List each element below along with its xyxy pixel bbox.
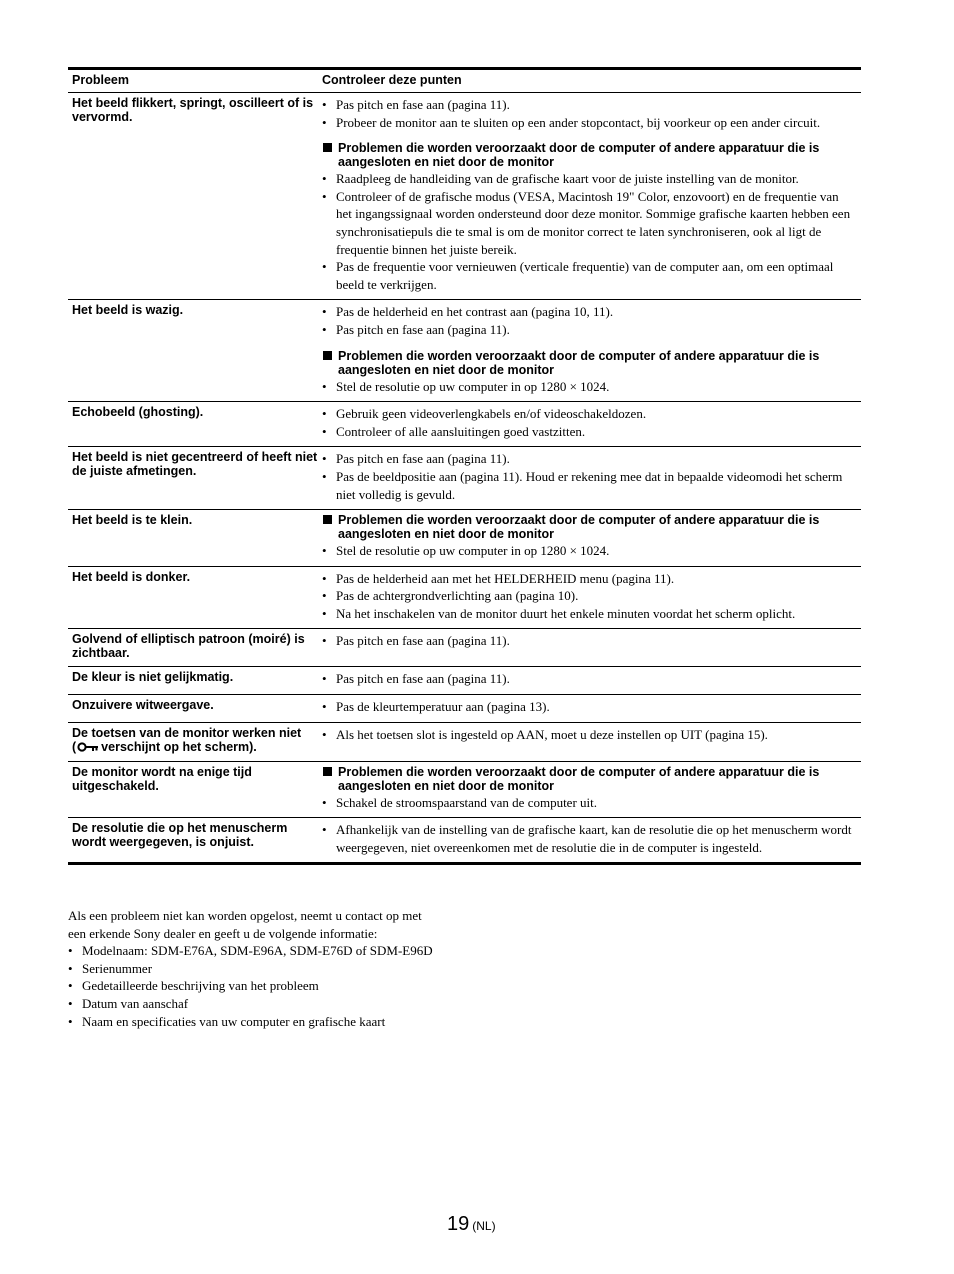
bullet-list xyxy=(322,632,857,650)
square-bullet-icon xyxy=(323,143,332,152)
check-section xyxy=(322,141,857,293)
bullet-list xyxy=(322,378,857,396)
square-bullet-icon xyxy=(323,351,332,360)
bullet-list xyxy=(322,170,857,293)
list-item: • Schakel de stroomspaarstand van de computer uit. xyxy=(322,794,857,812)
list-item: • Afhankelijk van de instelling van de grafische kaart, kan de resolutie die op het menuscherm wordt weergegeven, niet overeenkomen met de resolutie die in de computer is ingesteld. xyxy=(322,821,857,856)
bullet-list xyxy=(322,698,857,716)
table-row xyxy=(68,762,861,819)
bullet-list xyxy=(322,670,857,688)
problem-cell xyxy=(68,762,318,818)
check-section xyxy=(322,765,857,812)
section-heading xyxy=(322,513,857,541)
problem-text: De resolutie die op het menuscherm wordt weergegeven, is onjuist. xyxy=(72,821,288,850)
bullet-list xyxy=(322,570,857,623)
list-item: • Pas de frequentie voor vernieuwen (verticale frequentie) van de computer aan, om een optimaal beeld te verkrijgen. xyxy=(322,258,857,293)
list-item: • Controleer of alle aansluitingen goed vastzitten. xyxy=(322,423,857,441)
page-number xyxy=(447,1212,496,1238)
list-item: • Naam en specificaties van uw computer en grafische kaart xyxy=(68,1013,443,1031)
check-section xyxy=(322,670,857,688)
problem-text: Het beeld is donker. xyxy=(72,569,191,584)
bullet-list xyxy=(322,450,857,503)
section-heading-text: Problemen die worden veroorzaakt door de computer of andere apparatuur die is aangesloten en niet door de monitor xyxy=(338,141,820,170)
problem-text: Het beeld is te klein. xyxy=(72,513,193,528)
table-row xyxy=(68,510,861,567)
check-section xyxy=(322,96,857,131)
list-item: • Modelnaam: SDM-E76A, SDM-E96A, SDM-E76D of SDM-E96D xyxy=(68,942,443,960)
list-item: • Stel de resolutie op uw computer in op 1280 × 1024. xyxy=(322,378,857,396)
check-points-cell xyxy=(318,629,861,666)
paren-open: ( xyxy=(72,739,77,754)
list-item: • Pas de kleurtemperatuur aan (pagina 13). xyxy=(322,698,857,716)
check-section xyxy=(322,698,857,716)
table-row xyxy=(68,300,861,402)
problem-text: De kleur is niet gelijkmatig. xyxy=(72,670,234,685)
table-row xyxy=(68,818,861,862)
bullet-list xyxy=(322,726,857,744)
problem-cell xyxy=(68,667,318,694)
problem-cell xyxy=(68,567,318,629)
table-row xyxy=(68,667,861,695)
bullet-list xyxy=(322,96,857,131)
check-section xyxy=(322,726,857,744)
list-item: • Gedetailleerde beschrijving van het probleem xyxy=(68,977,443,995)
check-points-cell xyxy=(318,447,861,509)
check-section xyxy=(322,405,857,440)
table-row xyxy=(68,567,861,630)
list-item: • Pas pitch en fase aan (pagina 11). xyxy=(322,632,857,650)
problem-text: De toetsen van de monitor werken niet xyxy=(72,725,302,740)
table-body xyxy=(68,93,861,862)
problem-cell xyxy=(68,93,318,299)
check-section xyxy=(322,513,857,560)
header-check-points: Controleer deze punten xyxy=(322,73,462,87)
list-item: • Pas de achtergrondverlichting aan (pagina 10). xyxy=(322,587,857,605)
table-row xyxy=(68,695,861,723)
list-item: • Pas de helderheid en het contrast aan (pagina 10, 11). xyxy=(322,303,857,321)
bullet-list xyxy=(322,405,857,440)
list-item: • Pas de helderheid aan met het HELDERHEID menu (pagina 11). xyxy=(322,570,857,588)
check-points-cell xyxy=(318,762,861,818)
page-number-value: 19 xyxy=(447,1213,470,1235)
problem-text: Het beeld flikkert, springt, oscilleert of is vervormd. xyxy=(72,96,314,124)
bullet-list xyxy=(322,303,857,338)
table-row xyxy=(68,723,861,762)
list-item: • Pas pitch en fase aan (pagina 11). xyxy=(322,96,857,114)
bullet-list xyxy=(322,821,857,856)
list-item: • Pas pitch en fase aan (pagina 11). xyxy=(322,670,857,688)
table-row xyxy=(68,93,861,300)
troubleshooting-table xyxy=(68,67,861,865)
problem-cell xyxy=(68,629,318,666)
contact-info xyxy=(68,907,443,1030)
table-header-row xyxy=(68,70,861,93)
section-heading-text: Problemen die worden veroorzaakt door de computer of andere apparatuur die is aangesloten en niet door de monitor xyxy=(338,764,820,793)
section-heading xyxy=(322,141,857,169)
square-bullet-icon xyxy=(323,515,332,524)
list-item: • Controleer of de grafische modus (VESA, Macintosh 19" Color, enzovoort) en de frequentie van het ingangssignaal worden ondersteund door deze monitor. Sommige grafische kaarten hebben een synchronisatiepuls die te smal is om de monitor correct te laten synchroniseren, ook al ligt de frequentie binnen het juiste bereik. xyxy=(322,188,857,258)
list-item: • Serienummer xyxy=(68,960,443,978)
check-points-cell xyxy=(318,667,861,694)
page-number-suffix: (NL) xyxy=(472,1219,496,1233)
check-points-cell xyxy=(318,695,861,722)
problem-cell xyxy=(68,402,318,446)
table-row xyxy=(68,629,861,667)
problem-cell xyxy=(68,818,318,862)
list-item: • Pas pitch en fase aan (pagina 11). xyxy=(322,321,857,339)
list-item: • Pas pitch en fase aan (pagina 11). xyxy=(322,450,857,468)
check-points-cell xyxy=(318,402,861,446)
section-heading-text: Problemen die worden veroorzaakt door de computer of andere apparatuur die is aangesloten en niet door de monitor xyxy=(338,513,820,542)
contact-intro: Als een probleem niet kan worden opgelost, neemt u contact op met een erkende Sony dealer en geeft u de volgende informatie: xyxy=(68,908,422,941)
problem-cell xyxy=(68,447,318,509)
check-section xyxy=(322,303,857,338)
problem-text: Onzuivere witweergave. xyxy=(72,698,214,713)
bullet-list xyxy=(322,794,857,812)
check-section xyxy=(322,349,857,396)
section-heading-text: Problemen die worden veroorzaakt door de computer of andere apparatuur die is aangesloten en niet door de monitor xyxy=(338,348,820,377)
problem-suffix: verschijnt op het scherm). xyxy=(101,739,257,754)
check-points-cell xyxy=(318,93,861,299)
list-item: • Datum van aanschaf xyxy=(68,995,443,1013)
check-points-cell xyxy=(318,567,861,629)
check-points-cell xyxy=(318,510,861,566)
problem-cell xyxy=(68,510,318,566)
problem-text: De monitor wordt na enige tijd uitgeschakeld. xyxy=(72,764,252,793)
header-problem: Probleem xyxy=(72,73,129,87)
check-points-cell xyxy=(318,818,861,862)
bullet-list xyxy=(322,542,857,560)
table-row xyxy=(68,402,861,447)
key-icon xyxy=(77,741,99,755)
contact-info-list xyxy=(68,942,443,1030)
list-item: • Gebruik geen videoverlengkabels en/of videoschakeldozen. xyxy=(322,405,857,423)
problem-cell xyxy=(68,695,318,722)
problem-text: Het beeld is wazig. xyxy=(72,303,184,318)
list-item: • Als het toetsen slot is ingesteld op AAN, moet u deze instellen op UIT (pagina 15). xyxy=(322,726,857,744)
check-points-cell xyxy=(318,723,861,761)
section-heading xyxy=(322,765,857,793)
list-item: • Raadpleeg de handleiding van de grafische kaart voor de juiste instelling van de monitor. xyxy=(322,170,857,188)
check-points-cell xyxy=(318,300,861,401)
section-heading xyxy=(322,349,857,377)
square-bullet-icon xyxy=(323,767,332,776)
problem-text: Golvend of elliptisch patroon (moiré) is zichtbaar. xyxy=(72,632,305,661)
list-item: • Na het inschakelen van de monitor duurt het enkele minuten voordat het scherm oplicht. xyxy=(322,605,857,623)
check-section xyxy=(322,821,857,856)
problem-cell xyxy=(68,723,318,761)
list-item: • Pas de beeldpositie aan (pagina 11). Houd er rekening mee dat in bepaalde videomodi het scherm niet volledig is gevuld. xyxy=(322,468,857,503)
problem-cell xyxy=(68,300,318,401)
problem-text: Het beeld is niet gecentreerd of heeft niet de juiste afmetingen. xyxy=(72,450,318,479)
table-row xyxy=(68,447,861,510)
check-section xyxy=(322,570,857,623)
check-section xyxy=(322,450,857,503)
problem-text: Echobeeld (ghosting). xyxy=(72,405,204,420)
check-section xyxy=(322,632,857,650)
list-item: • Probeer de monitor aan te sluiten op een ander stopcontact, bij voorkeur op een ander circuit. xyxy=(322,114,857,132)
list-item: • Stel de resolutie op uw computer in op 1280 × 1024. xyxy=(322,542,857,560)
